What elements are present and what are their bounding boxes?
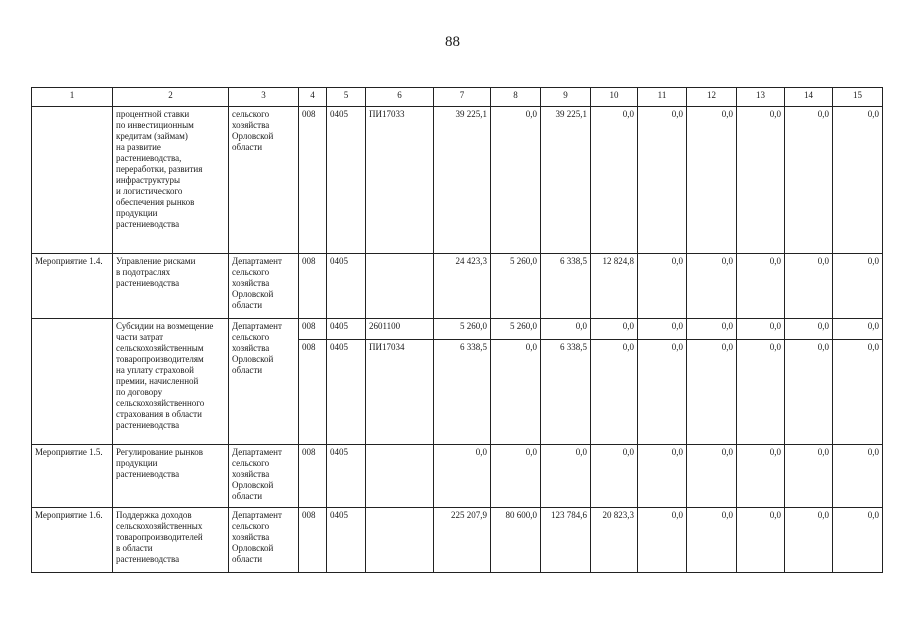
cell-value: 0,0 xyxy=(737,508,785,573)
cell-name: процентной ставки по инвестиционным кредитам (займам) на развитие растениеводства, переработки, развития инфраструктуры и логистического обеспечения рынков продукции растениеводства xyxy=(113,107,229,254)
cell-rzpr: 0405 xyxy=(327,340,366,445)
cell-value: 0,0 xyxy=(687,508,737,573)
budget-table xyxy=(31,87,883,573)
cell-value: 0,0 xyxy=(591,445,638,508)
cell-rzpr: 0405 xyxy=(327,508,366,573)
cell-executor: Департамент сельского хозяйства Орловской области xyxy=(229,254,299,319)
cell-value: 0,0 xyxy=(638,107,687,254)
cell-value: 0,0 xyxy=(591,340,638,445)
cell-value: 0,0 xyxy=(833,107,883,254)
cell-name: Поддержка доходов сельскохозяйственных товаропроизводителей в области растениеводства xyxy=(113,508,229,573)
table-row xyxy=(32,254,883,319)
col-header-7: 7 xyxy=(434,88,491,107)
cell-value: 0,0 xyxy=(785,340,833,445)
cell-value: 0,0 xyxy=(833,445,883,508)
col-header-3: 3 xyxy=(229,88,299,107)
cell-value: 0,0 xyxy=(638,508,687,573)
cell-value: 0,0 xyxy=(833,508,883,573)
cell-value: 39 225,1 xyxy=(541,107,591,254)
col-header-9: 9 xyxy=(541,88,591,107)
cell-csr: ПИ17034 xyxy=(366,340,434,445)
cell-event: Мероприятие 1.4. xyxy=(32,254,113,319)
cell-value: 0,0 xyxy=(737,319,785,340)
cell-value: 0,0 xyxy=(541,319,591,340)
cell-executor: сельского хозяйства Орловской области xyxy=(229,107,299,254)
col-header-1: 1 xyxy=(32,88,113,107)
cell-name: Управление рисками в подотраслях растениеводства xyxy=(113,254,229,319)
table-row xyxy=(32,107,883,254)
cell-grbs: 008 xyxy=(299,340,327,445)
col-header-6: 6 xyxy=(366,88,434,107)
cell-executor: Департамент сельского хозяйства Орловской области xyxy=(229,445,299,508)
col-header-15: 15 xyxy=(833,88,883,107)
cell-csr xyxy=(366,254,434,319)
cell-grbs: 008 xyxy=(299,254,327,319)
cell-value: 0,0 xyxy=(785,107,833,254)
cell-rzpr: 0405 xyxy=(327,107,366,254)
col-header-8: 8 xyxy=(491,88,541,107)
cell-value: 0,0 xyxy=(687,107,737,254)
cell-event: Мероприятие 1.5. xyxy=(32,445,113,508)
cell-value: 0,0 xyxy=(737,445,785,508)
cell-value: 6 338,5 xyxy=(541,340,591,445)
cell-value: 0,0 xyxy=(491,340,541,445)
cell-total: 6 338,5 xyxy=(434,340,491,445)
cell-value: 123 784,6 xyxy=(541,508,591,573)
cell-total: 225 207,9 xyxy=(434,508,491,573)
cell-grbs: 008 xyxy=(299,445,327,508)
cell-value: 0,0 xyxy=(785,319,833,340)
cell-grbs: 008 xyxy=(299,508,327,573)
cell-value: 0,0 xyxy=(638,254,687,319)
col-header-5: 5 xyxy=(327,88,366,107)
cell-name: Субсидии на возмещение части затрат сельскохозяйственным товаропроизводителям на уплату страховой премии, начисленной по договору сельскохозяйственного страхования в области растениеводства xyxy=(113,319,229,445)
cell-value: 20 823,3 xyxy=(591,508,638,573)
table-row xyxy=(32,319,883,340)
cell-value: 0,0 xyxy=(638,445,687,508)
cell-executor: Департамент сельского хозяйства Орловской области xyxy=(229,508,299,573)
cell-value: 0,0 xyxy=(541,445,591,508)
col-header-11: 11 xyxy=(638,88,687,107)
cell-value: 0,0 xyxy=(687,319,737,340)
col-header-14: 14 xyxy=(785,88,833,107)
cell-csr xyxy=(366,508,434,573)
cell-csr: 2601100 xyxy=(366,319,434,340)
cell-executor: Департамент сельского хозяйства Орловской области xyxy=(229,319,299,445)
col-header-4: 4 xyxy=(299,88,327,107)
cell-value: 12 824,8 xyxy=(591,254,638,319)
cell-total: 5 260,0 xyxy=(434,319,491,340)
cell-rzpr: 0405 xyxy=(327,319,366,340)
cell-grbs: 008 xyxy=(299,107,327,254)
cell-value: 80 600,0 xyxy=(491,508,541,573)
cell-value: 0,0 xyxy=(737,107,785,254)
cell-total: 0,0 xyxy=(434,445,491,508)
cell-value: 6 338,5 xyxy=(541,254,591,319)
cell-value: 0,0 xyxy=(833,319,883,340)
cell-name: Регулирование рынков продукции растениеводства xyxy=(113,445,229,508)
cell-value: 0,0 xyxy=(687,254,737,319)
cell-value: 0,0 xyxy=(491,445,541,508)
cell-value: 5 260,0 xyxy=(491,319,541,340)
col-header-12: 12 xyxy=(687,88,737,107)
table-row xyxy=(32,445,883,508)
cell-event xyxy=(32,107,113,254)
page-number: 88 xyxy=(445,34,460,50)
cell-value: 0,0 xyxy=(737,254,785,319)
cell-value: 0,0 xyxy=(833,340,883,445)
cell-event xyxy=(32,319,113,445)
cell-value: 0,0 xyxy=(687,340,737,445)
cell-value: 0,0 xyxy=(785,445,833,508)
cell-total: 24 423,3 xyxy=(434,254,491,319)
cell-value: 0,0 xyxy=(591,107,638,254)
cell-value: 5 260,0 xyxy=(491,254,541,319)
table-row xyxy=(32,508,883,573)
cell-csr: ПИ17033 xyxy=(366,107,434,254)
cell-value: 0,0 xyxy=(833,254,883,319)
cell-value: 0,0 xyxy=(491,107,541,254)
cell-value: 0,0 xyxy=(785,254,833,319)
cell-csr xyxy=(366,445,434,508)
cell-value: 0,0 xyxy=(638,340,687,445)
col-header-2: 2 xyxy=(113,88,229,107)
cell-value: 0,0 xyxy=(737,340,785,445)
col-header-13: 13 xyxy=(737,88,785,107)
cell-value: 0,0 xyxy=(785,508,833,573)
col-header-10: 10 xyxy=(591,88,638,107)
cell-value: 0,0 xyxy=(687,445,737,508)
cell-rzpr: 0405 xyxy=(327,254,366,319)
cell-event: Мероприятие 1.6. xyxy=(32,508,113,573)
cell-value: 0,0 xyxy=(638,319,687,340)
cell-rzpr: 0405 xyxy=(327,445,366,508)
header-row xyxy=(32,88,883,107)
cell-grbs: 008 xyxy=(299,319,327,340)
cell-value: 0,0 xyxy=(591,319,638,340)
cell-total: 39 225,1 xyxy=(434,107,491,254)
